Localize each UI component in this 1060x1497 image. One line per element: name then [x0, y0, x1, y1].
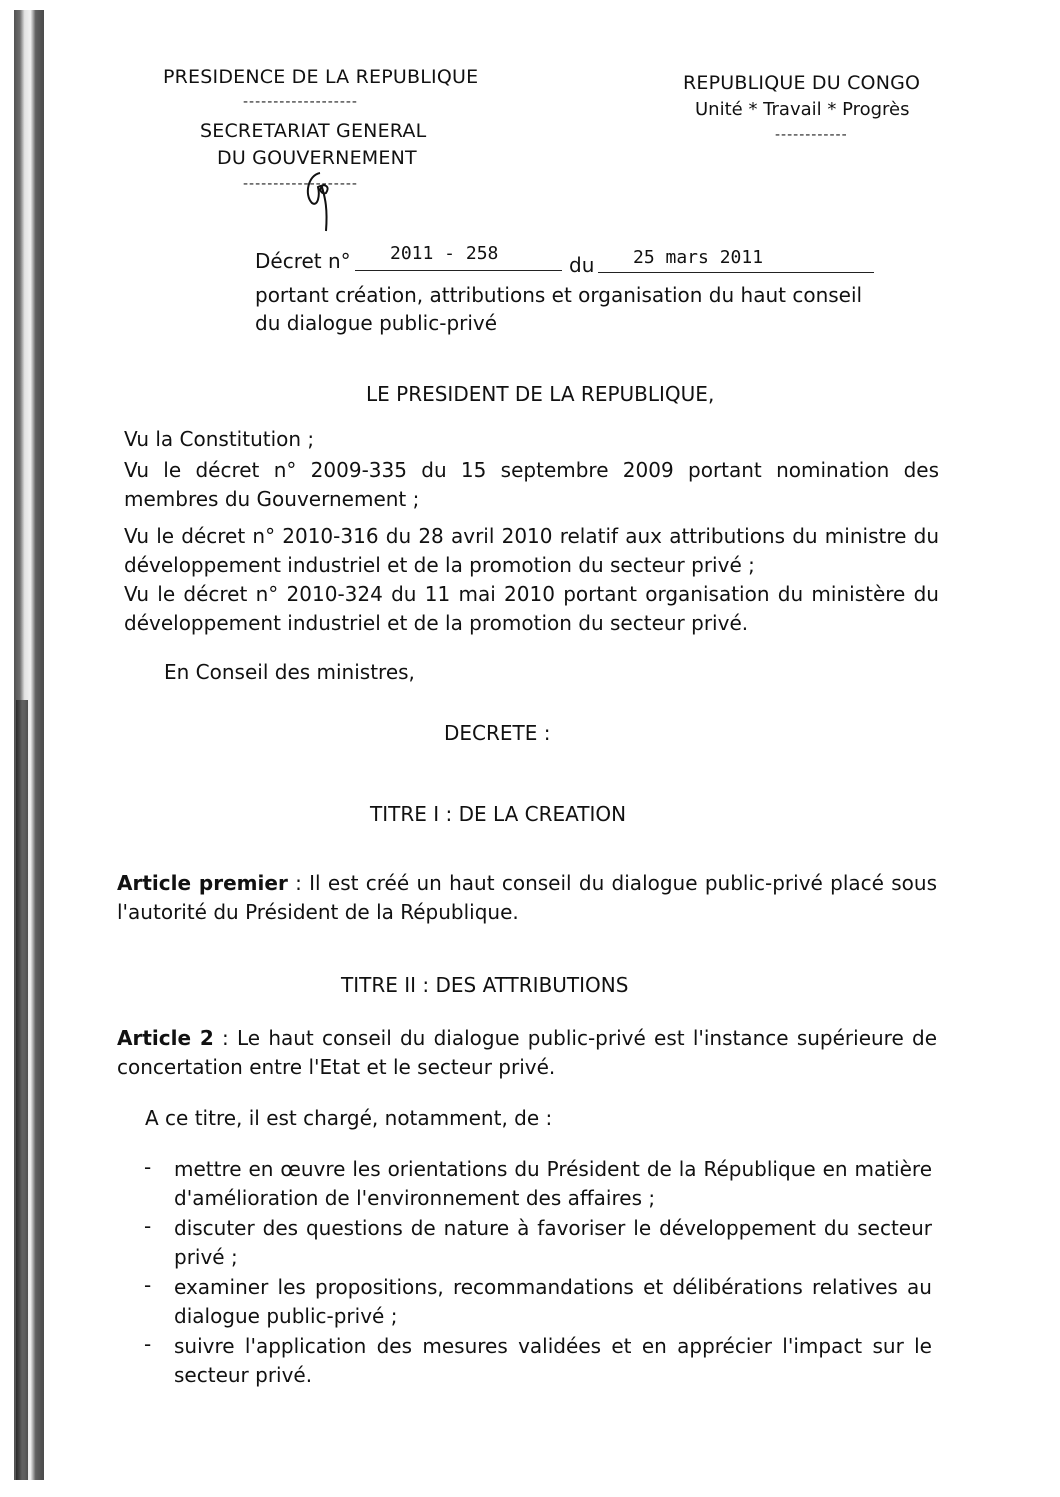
article-1-text: : Il est créé un haut conseil du dialogue public-privé placé sous l'autorité du Président de la République.	[117, 871, 937, 924]
decree-subject-line1: portant création, attributions et organisation du haut conseil	[255, 283, 863, 307]
president-heading: LE PRESIDENT DE LA REPUBLIQUE,	[366, 382, 715, 406]
decree-date-label: du	[569, 253, 595, 277]
header-separator: ------------	[775, 127, 848, 143]
bullet-dash: -	[144, 1332, 152, 1356]
header-separator: -------------------	[243, 94, 358, 110]
decree-date: 25 mars 2011	[633, 247, 764, 268]
mission-item: discuter des questions de nature à favoriser le développement du secteur privé ;	[174, 1216, 932, 1269]
header-presidence: PRESIDENCE DE LA REPUBLIQUE	[163, 66, 479, 88]
scan-binding-edge-lower	[16, 700, 28, 1480]
header-separator: -------------------	[243, 176, 358, 192]
titre-1-heading: TITRE I : DE LA CREATION	[370, 802, 627, 826]
visa-item: Vu le décret n° 2010-324 du 11 mai 2010 portant organisation du ministère du développement industriel et de la promotion du secteur privé.	[124, 582, 939, 635]
header-secretariat: SECRETARIAT GENERAL	[200, 120, 427, 142]
visa-item: Vu le décret n° 2009-335 du 15 septembre 2009 portant nomination des membres du Gouvernement ;	[124, 458, 939, 511]
article-2-text: : Le haut conseil du dialogue public-privé est l'instance supérieure de concertation entre l'Etat et le secteur privé.	[117, 1026, 938, 1079]
decree-date-underline	[598, 272, 874, 273]
decree-subject-line2: du dialogue public-privé	[255, 311, 498, 335]
decree-number-underline	[355, 270, 562, 271]
header-gouvernement: DU GOUVERNEMENT	[217, 147, 417, 169]
article-1	[117, 869, 937, 927]
header-motto: Unité * Travail * Progrès	[695, 99, 910, 120]
article-1-label: Article premier	[117, 871, 288, 895]
article-2	[117, 1024, 937, 1082]
visa-item: Vu le décret n° 2010-316 du 28 avril 2010 relatif aux attributions du ministre du développement industriel et de la promotion du secteur privé ;	[124, 524, 939, 577]
missions-intro: A ce titre, il est chargé, notamment, de :	[145, 1106, 553, 1130]
bullet-dash: -	[144, 1273, 152, 1297]
decree-number: 2011 - 258	[390, 243, 499, 264]
initials-signature	[300, 165, 340, 235]
article-2-label: Article 2	[117, 1026, 214, 1050]
council-statement: En Conseil des ministres,	[164, 660, 415, 684]
header-republique: REPUBLIQUE DU CONGO	[683, 72, 921, 94]
decree-number-label: Décret n°	[255, 249, 351, 273]
mission-item: mettre en œuvre les orientations du Président de la République en matière d'amélioration de l'environnement des affaires ;	[174, 1157, 932, 1210]
mission-item: suivre l'application des mesures validées et en apprécier l'impact sur le secteur privé.	[174, 1334, 932, 1387]
decrete-heading: DECRETE :	[444, 721, 551, 745]
bullet-dash: -	[144, 1155, 152, 1179]
titre-2-heading: TITRE II : DES ATTRIBUTIONS	[341, 973, 629, 997]
visa-item: Vu la Constitution ;	[124, 427, 315, 451]
bullet-dash: -	[144, 1214, 152, 1238]
mission-item: examiner les propositions, recommandations et délibérations relatives au dialogue public-privé ;	[174, 1275, 932, 1328]
